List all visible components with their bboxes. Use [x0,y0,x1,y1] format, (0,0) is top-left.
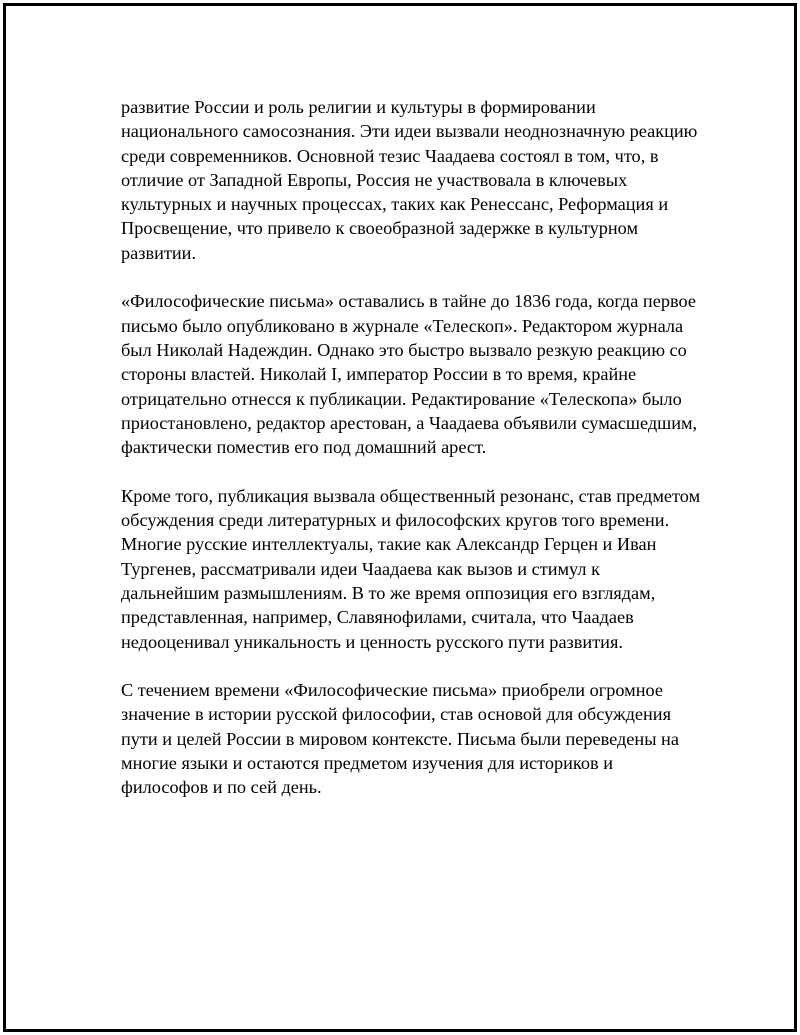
page-frame [3,3,797,1032]
paragraph-3: Кроме того, публикация вызвала общественный резонанс, став предметом обсуждения среди литературных и философских кругов того времени. Многие русские интеллектуалы, такие как Александр Герцен и Иван Тургенев, рассматривали идеи Чаадаева как вызов и стимул к дальнейшим размышлениям. В то же время оппозиция его взглядам, представленная, например, Славянофилами, считала, что Чаадаев недооценивал уникальность и ценность русского пути развития. [121,485,701,652]
paragraph-4: С течением времени «Философические письма» приобрели огромное значение в истории русской философии, став основой для обсуждения пути и целей России в мировом контексте. Письма были переведены на многие языки и остаются предметом изучения для историков и философов и по сей день. [121,680,679,798]
paragraph-2: «Философические письма» оставались в тайне до 1836 года, когда первое письмо было опубликовано в журнале «Телескоп». Редактором журнала был Николай Надеждин. Однако это быстро вызвало резкую реакцию со стороны властей. Николай I, император России в то время, крайне отрицательно отнесся к публикации. Редактирование «Телескопа» было приостановлено, редактор арестован, а Чаадаева объявили сумасшедшим, фактически поместив его под домашний арест. [121,291,698,458]
document-body [121,95,701,800]
paragraph-1: развитие России и роль религии и культуры в формировании национального самосознания. Эти идеи вызвали неоднозначную реакцию среди современников. Основной тезис Чаадаева состоял в том, что, в отличие от Западной Европы, Россия не участвовала в ключевых культурных и научных процессах, таких как Ренессанс, Реформация и Просвещение, что привело к своеобразной задержке в культурном развитии. [121,97,698,263]
